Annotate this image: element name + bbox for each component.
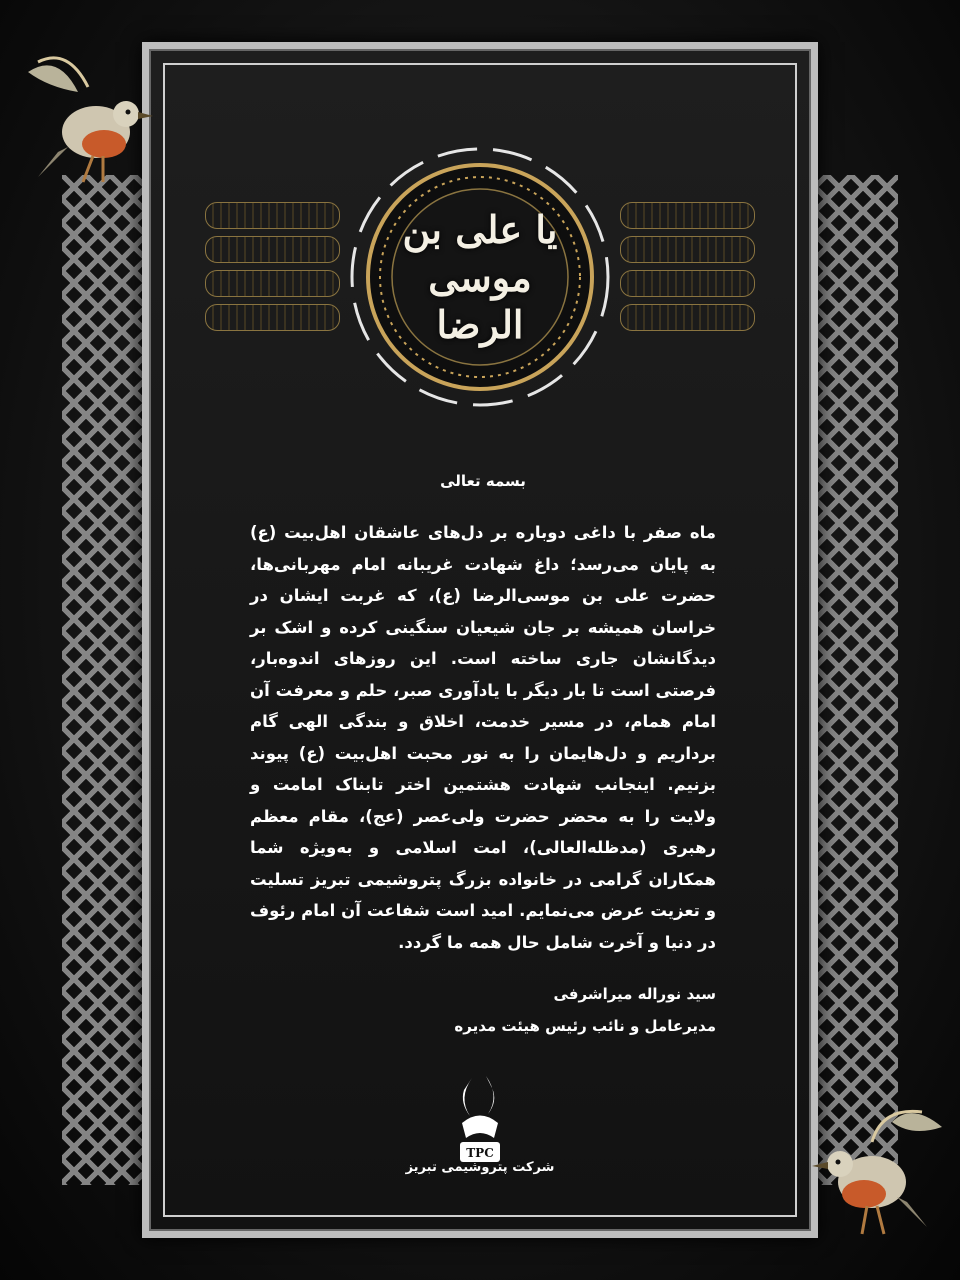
calligraphy-row xyxy=(620,236,755,263)
calligraphy-row xyxy=(620,304,755,331)
logo-mark-text: TPC xyxy=(466,1146,494,1160)
calligraphy-row xyxy=(205,304,340,331)
letter-opening: بسمه تعالی xyxy=(440,472,526,490)
calligraphy-row xyxy=(205,236,340,263)
signer-name: سید نوراله میراشرفی xyxy=(553,985,716,1003)
signer-title: مدیرعامل و نائب رئیس هیئت مدیره xyxy=(454,1017,716,1035)
calligraphy-row xyxy=(620,202,755,229)
header-emblem xyxy=(190,140,770,415)
calligraphy-title xyxy=(390,140,570,415)
calligraphy-row xyxy=(205,202,340,229)
calligraphy-line-1: یا علی بن موسی xyxy=(402,207,558,300)
calligraphy-panel-left xyxy=(205,202,340,342)
calligraphy-line-2: الرضا xyxy=(436,302,524,348)
calligraphy-row xyxy=(620,270,755,297)
calligraphy-row xyxy=(205,270,340,297)
calligraphy-panel-right xyxy=(620,202,755,342)
bird-illustration-top xyxy=(8,52,158,192)
letter-body: ماه صفر با داغی دوباره بر دل‌های عاشقان اهل‌بیت (ع) به پایان می‌رسد؛ داغ شهادت غریبانه امام مهربانی‌ها، حضرت علی بن موسی‌الرضا (ع)، که غربت ایشان در خراسان همیشه بر جان شیعیان سنگینی کرده و اشک بر دیدگانشان جاری ساخته است. این روزهای اندوه‌بار، فرصتی است تا بار دیگر با یادآوری صبر، حلم و معرفت آن امام همام، در مسیر خدمت، اخلاق و بندگی الهی گام برداریم و دل‌هایمان را به نور محبت اهل‌بیت (ع) پیوند بزنیم. اینجانب شهادت هشتمین اختر تابناک امامت و ولایت را به محضر حضرت ولی‌عصر (عج)، مقام معظم رهبری (مدظله‌العالی)، امت اسلامی و به‌ویژه شما همکاران گرامی در خانواده بزرگ پتروشیمی تبریز تسلیت و تعزیت عرض می‌نمایم. امید است شفاعت آن امام رئوف در دنیا و آخرت شامل حال همه ما گردد. xyxy=(250,523,716,952)
bird-illustration-bottom xyxy=(802,1102,952,1242)
company-name: شرکت پتروشیمی تبریز xyxy=(405,1160,555,1175)
